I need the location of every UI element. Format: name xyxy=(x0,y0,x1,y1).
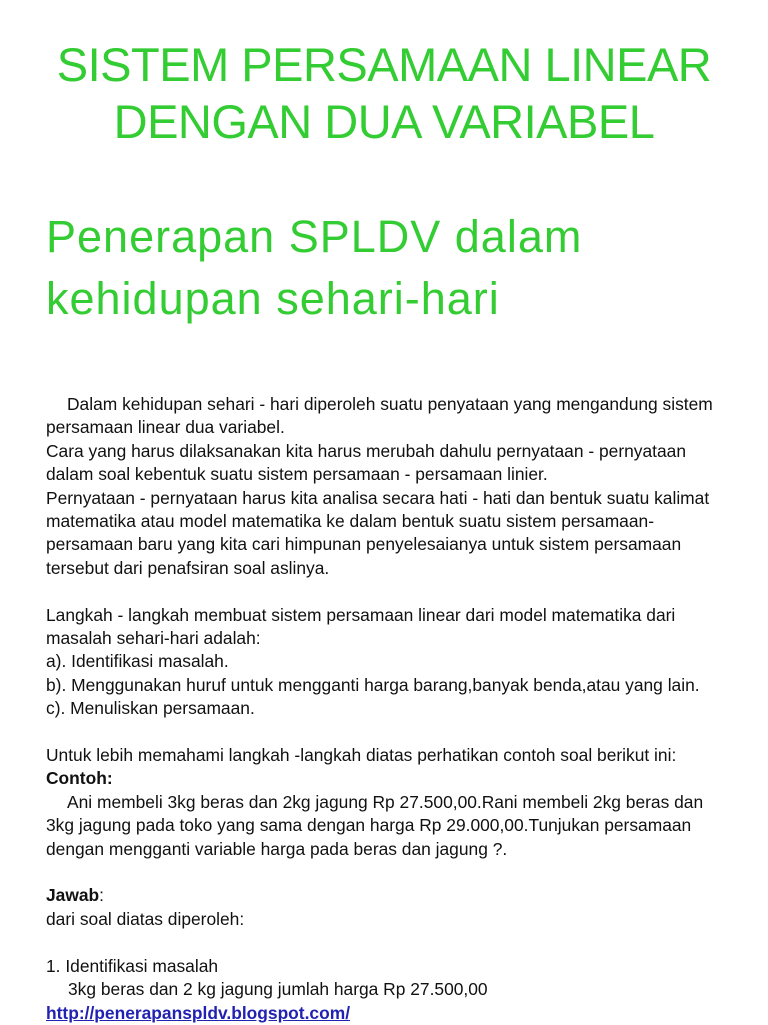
example-text: Ani membeli 3kg beras dan 2kg jagung Rp 27.500,00.Rani membeli 2kg beras dan 3kg jagung pada toko yang sama dengan harga Rp 29.000,00.Tunjukan persamaan dengan mengganti variable harga pada beras dan jagung ?. xyxy=(46,791,704,859)
subtitle-line2: kehidupan sehari-hari xyxy=(46,273,500,324)
step-item-c: c). Menuliskan persamaan. xyxy=(46,698,255,719)
link-line xyxy=(46,1002,722,1025)
body-content xyxy=(46,393,722,1025)
answer-colon: : xyxy=(99,885,105,906)
intro-paragraph-2: Cara yang harus dilaksanakan kita harus merubah dahulu pernyataan - pernyataan dalam soal kebentuk suatu sistem persamaan - persamaan linier. xyxy=(46,440,686,485)
subtitle xyxy=(46,206,738,330)
answer-step1-detail: 3kg beras dan 2 kg jagung jumlah harga Rp 27.500,00 xyxy=(68,979,488,1000)
answer-label: Jawab xyxy=(46,885,100,906)
answer-heading xyxy=(46,884,722,907)
example-lead: Untuk lebih memahami langkah -langkah diatas perhatikan contoh soal berikut ini: xyxy=(46,745,677,766)
blog-link[interactable]: http://penerapanspldv.blogspot.com/ xyxy=(46,1002,351,1023)
main-title-line2: DENGAN DUA VARIABEL xyxy=(113,95,655,148)
intro-paragraph-3: Pernyataan - pernyataan harus kita analisa secara hati - hati dan bentuk suatu kalimat matematika atau model matematika ke dalam bentuk suatu sistem persamaan-persamaan baru yang kita cari himpunan penyelesaianya untuk sistem persamaan tersebut dari penafsiran soal aslinya. xyxy=(46,487,710,578)
main-title-line1: SISTEM PERSAMAAN LINEAR xyxy=(56,38,712,91)
answer-step1: 1. Identifikasi masalah xyxy=(46,955,219,976)
example-label: Contoh: xyxy=(46,768,113,789)
step-item-b: b). Menggunakan huruf untuk mengganti harga barang,banyak benda,atau yang lain. xyxy=(46,674,700,695)
step-item-a: a). Identifikasi masalah. xyxy=(46,651,229,672)
intro-paragraph-1: Dalam kehidupan sehari - hari diperoleh suatu penyataan yang mengandung sistem persamaan linear dua variabel. xyxy=(46,394,713,438)
steps-intro: Langkah - langkah membuat sistem persamaan linear dari model matematika dari masalah sehari-hari adalah: xyxy=(46,604,676,649)
subtitle-line1: Penerapan SPLDV dalam xyxy=(46,211,583,262)
answer-lead: dari soal diatas diperoleh: xyxy=(46,908,245,929)
main-title xyxy=(0,36,768,150)
